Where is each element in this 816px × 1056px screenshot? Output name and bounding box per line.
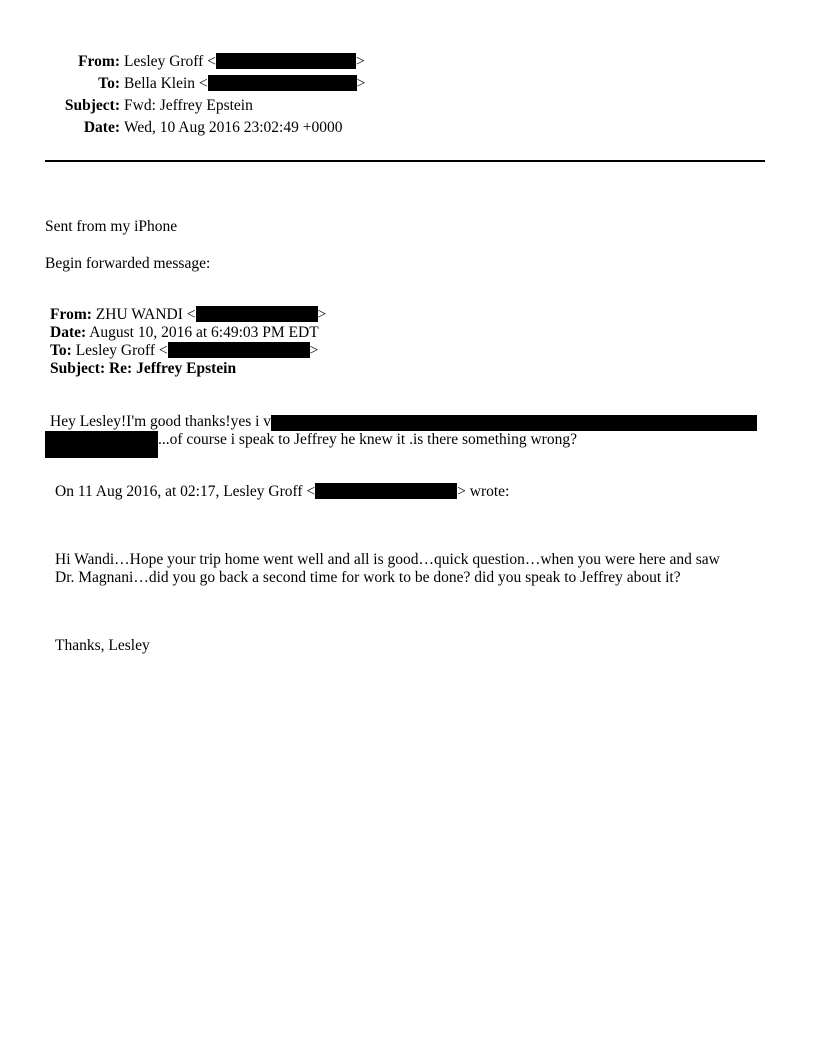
fwd-date-label: Date: xyxy=(50,324,87,341)
fwd-date-value: August 10, 2016 at 6:49:03 PM EDT xyxy=(89,324,319,341)
begin-forwarded-line: Begin forwarded message: xyxy=(45,255,211,272)
redaction-box xyxy=(196,306,318,322)
sent-from-line: Sent from my iPhone xyxy=(45,218,178,235)
fwd-subject-value: Re: Jeffrey Epstein xyxy=(108,360,237,377)
header-divider xyxy=(45,160,765,162)
redaction-box xyxy=(216,53,356,69)
header-to-close: > xyxy=(356,75,366,92)
redaction-box xyxy=(208,75,357,91)
fwd-subject-row xyxy=(50,360,236,378)
redaction-box xyxy=(168,342,310,358)
header-to-value xyxy=(124,75,365,93)
header-subject-value: Fwd: Jeffrey Epstein xyxy=(124,97,253,114)
quote-paragraph-line-2: Dr. Magnani…did you go back a second time for work to be done? did you speak to Jeffrey about it? xyxy=(55,569,681,586)
header-subject-label: Subject: xyxy=(64,97,120,114)
fwd-to-name: Lesley Groff < xyxy=(75,342,168,359)
fwd-from-label: From: xyxy=(50,306,92,323)
header-subject-row xyxy=(0,97,816,115)
header-to-label: To: xyxy=(98,75,120,92)
fwd-from-name: ZHU WANDI < xyxy=(95,306,196,323)
fwd-subject-label: Subject: xyxy=(50,360,106,377)
header-from-close: > xyxy=(355,53,365,70)
quote-attribution xyxy=(55,483,509,501)
fwd-date-row xyxy=(50,324,319,342)
fwd-from-row xyxy=(50,306,326,324)
reply-line-1: Hey Lesley!I'm good thanks!yes i v xyxy=(50,413,272,430)
header-to-row xyxy=(0,75,816,93)
header-date-row xyxy=(0,119,816,137)
header-date-label: Date: xyxy=(83,119,120,136)
fwd-to-row xyxy=(50,342,318,360)
fwd-from-close: > xyxy=(317,306,327,323)
reply-line-2: ...of course i speak to Jeffrey he knew it .is there something wrong? xyxy=(158,431,577,448)
quote-attribution-start: On 11 Aug 2016, at 02:17, Lesley Groff < xyxy=(55,483,316,500)
header-from-name: Lesley Groff < xyxy=(124,53,216,70)
fwd-to-label: To: xyxy=(50,342,72,359)
header-from-row xyxy=(0,53,816,71)
redaction-box xyxy=(315,483,457,499)
redaction-box xyxy=(271,415,757,431)
quote-paragraph-line-1: Hi Wandi…Hope your trip home went well and all is good…quick question…when you were here and saw xyxy=(55,551,720,568)
quote-signoff: Thanks, Lesley xyxy=(55,637,150,654)
header-from-label: From: xyxy=(78,53,120,70)
quote-attribution-end: > wrote: xyxy=(457,483,510,500)
fwd-to-close: > xyxy=(309,342,319,359)
header-from-value xyxy=(124,53,365,71)
redaction-box xyxy=(45,431,158,458)
header-to-name: Bella Klein < xyxy=(124,75,208,92)
header-date-value: Wed, 10 Aug 2016 23:02:49 +0000 xyxy=(124,119,343,136)
